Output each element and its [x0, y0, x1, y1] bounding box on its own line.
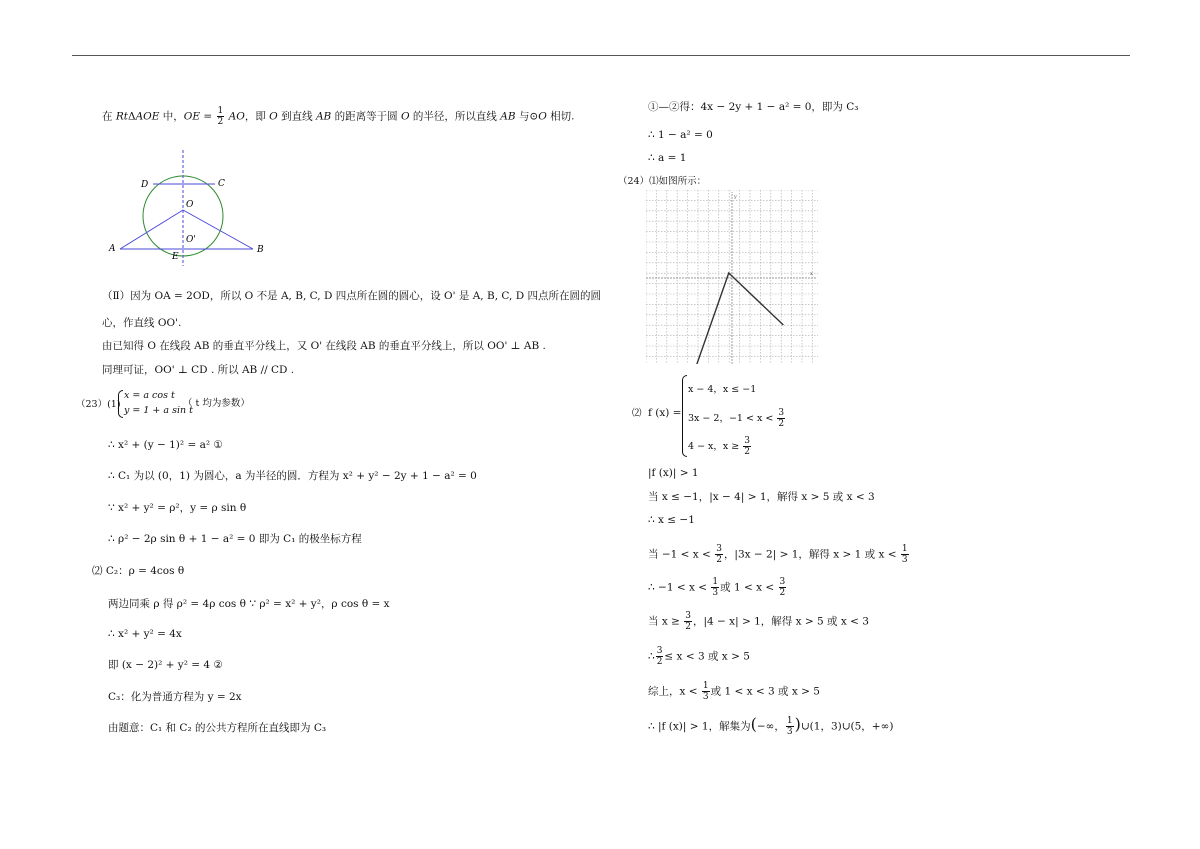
step-c2-cartesian: ∴ x² + y² = 4x: [108, 628, 182, 640]
case-a-result: ∴ x ≤ −1: [648, 514, 695, 526]
piecewise-brace: [682, 375, 687, 457]
header-rule: [72, 55, 1130, 56]
geometry-figure: [105, 148, 275, 266]
q23-eq-y: y = 1 + a sin t: [124, 405, 193, 416]
label-e: E: [172, 252, 179, 262]
q23-param-note: （ t 均为参数）: [183, 398, 250, 409]
q23-system-brace: [118, 390, 123, 418]
q23-number: （23）(1): [76, 399, 121, 410]
fraction-three-halves: $\frac{3}{2}$: [685, 611, 691, 632]
label-c: C: [218, 179, 225, 189]
case-b-result: ∴ −1 < x < $\frac{1}{3}$ 或 1 < x < $\frac{3}{2}$: [648, 577, 786, 598]
paragraph-parallel: 同理可证，OO' ⊥ CD . 所以 AB // CD .: [102, 364, 295, 376]
label-d: D: [141, 180, 149, 190]
step-c2: ⑵ C₂：ρ = 4cos θ: [92, 565, 185, 577]
x-axis-label: x: [810, 271, 813, 277]
fraction-three-halves: $\frac{3}{2}$: [656, 646, 663, 667]
piecewise-case-3: 4 − x，x ≥ $\frac{3}{2}$: [688, 436, 751, 457]
step-a-value: ∴ a = 1: [648, 152, 687, 164]
fraction-three-halves: $\frac{3}{2}$: [716, 544, 722, 565]
case-c-result: ∴ $\frac{3}{2}$ ≤ x < 3 或 x > 5: [648, 646, 750, 667]
step-polar-sub: ∵ x² + y² = ρ²，y = ρ sin θ: [108, 502, 247, 514]
step-subtract: ①—②得：4x − 2y + 1 − a² = 0，即为 C₃: [648, 101, 859, 113]
piecewise-number: ⑵: [632, 408, 642, 419]
fraction-one-third: $\frac{1}{3}$: [702, 681, 709, 702]
fraction-one-third: $\frac{1}{3}$: [901, 544, 908, 565]
step-common-chord: 由题意：C₁ 和 C₂ 的公共方程所在直线即为 C₃: [108, 722, 327, 734]
segment-oa: [120, 210, 183, 249]
y-axis-label: y: [734, 194, 737, 200]
function-graph: [646, 190, 818, 364]
piecewise-case-2: 3x − 2，−1 < x < $\frac{3}{2}$: [688, 408, 785, 429]
q23-eq-x: x = a cos t: [124, 390, 175, 401]
inequality-abs: |f (x)| > 1: [648, 467, 699, 479]
fraction-one-third: $\frac{1}{3}$: [712, 577, 719, 598]
fraction-three-halves: $\frac{3}{2}$: [744, 436, 751, 457]
label-o-prime: O': [186, 235, 196, 245]
paragraph-part2-a: （Ⅱ）因为 OA = 2OD，所以 O 不是 A, B, C, D 四点所在圆的圆心，设 O' 是 A, B, C, D 四点所在圆的圆: [102, 290, 601, 302]
case-a-solve: 当 x ≤ −1，|x − 4| > 1，解得 x > 5 或 x < 3: [648, 491, 875, 503]
piecewise-case-1: x − 4，x ≤ −1: [688, 384, 757, 395]
summary: 综上，x < $\frac{1}{3}$ 或 1 < x < 3 或 x > 5: [648, 681, 820, 702]
label-b: B: [257, 245, 264, 255]
paragraph-tangent: 在 RtΔAOE 中，OE = $\frac{1}{2}$ AO，即 O 到直线 AB 的距离等于圆 O 的半径，所以直线 AB 与⊙O 相切.: [102, 106, 575, 127]
piecewise-lhs: f (x) =: [648, 407, 682, 419]
label-a: A: [109, 244, 116, 254]
fraction-half: $\frac{1}{2}$: [217, 106, 224, 127]
paragraph-perpendicular-ab: 由已知得 O 在线段 AB 的垂直平分线上，又 O' 在线段 AB 的垂直平分线上，所以 OO' ⊥ AB .: [102, 340, 546, 352]
fraction-three-halves: $\frac{3}{2}$: [778, 408, 785, 429]
q24-heading: （24）⑴如图所示：: [618, 176, 707, 187]
step-a-squared: ∴ 1 − a² = 0: [648, 129, 713, 141]
step-circle-eq: ∴ x² + (y − 1)² = a² ①: [108, 439, 223, 451]
step-c2-standard: 即 (x − 2)² + y² = 4 ②: [108, 659, 223, 671]
fraction-three-halves: $\frac{3}{2}$: [779, 577, 786, 598]
step-c3: C₃：化为普通方程为 y = 2x: [108, 691, 242, 703]
step-multiply-rho: 两边同乘 ρ 得 ρ² = 4ρ cos θ ∵ ρ² = x² + y²，ρ cos θ = x: [108, 598, 390, 610]
step-c1-desc: ∴ C₁ 为以 (0，1) 为圆心，a 为半径的圆．方程为 x² + y² − 2y + 1 − a² = 0: [108, 470, 477, 482]
step-polar-eq: ∴ ρ² − 2ρ sin θ + 1 − a² = 0 即为 C₁ 的极坐标方程: [108, 533, 362, 545]
fraction-one-third: $\frac{1}{3}$: [786, 716, 793, 737]
paragraph-part2-b: 心，作直线 OO'.: [102, 317, 182, 329]
label-o: O: [186, 200, 194, 210]
case-c-solve: 当 x ≥ $\frac{3}{2}$ ，|4 − x| > 1，解得 x > 5 或 x < 3: [648, 611, 869, 632]
case-b-solve: 当 −1 < x < $\frac{3}{2}$ ，|3x − 2| > 1，解得 x > 1 或 x < $\frac{1}{3}$: [648, 544, 908, 565]
solution-set: ∴ |f (x)| > 1，解集为(−∞， $\frac{1}{3}$ )∪(1，3)∪(5，+∞): [648, 714, 894, 737]
